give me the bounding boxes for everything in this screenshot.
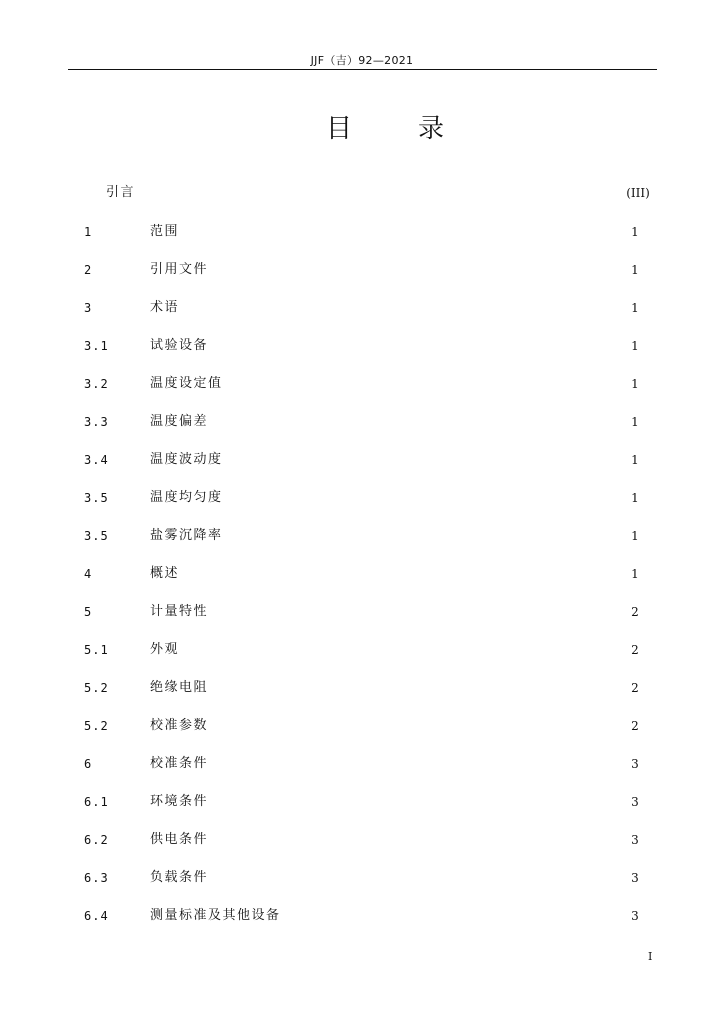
document-code-header: JJF（吉）92—2021 (310, 54, 414, 67)
toc-entry[interactable] (0, 866, 724, 890)
toc-entry-page: 3 (631, 795, 639, 809)
dot-leader (214, 752, 608, 776)
toc-entry-title: 引言 (106, 185, 136, 200)
toc-title-char-1: 目 (326, 114, 353, 144)
toc-entry-title-wrap (150, 562, 608, 586)
toc-entry-title-wrap (150, 220, 608, 244)
toc-entry-number: 6.2 (84, 833, 109, 847)
toc-entry-title: 引用文件 (150, 262, 209, 277)
toc-entry-title-wrap (150, 600, 608, 624)
dot-leader (287, 904, 608, 928)
toc-entry-number: 3 (84, 301, 93, 315)
toc-entry-page: 1 (631, 491, 639, 505)
dot-leader (214, 790, 608, 814)
dot-leader (214, 258, 608, 282)
toc-entry-title: 概述 (150, 566, 180, 581)
toc-entry-title-wrap (150, 638, 608, 662)
toc-entry-title: 供电条件 (150, 832, 209, 847)
toc-entry-title: 外观 (150, 642, 180, 657)
toc-entry[interactable] (0, 714, 724, 738)
toc-entry-title-wrap (150, 334, 608, 358)
toc-entry-intro[interactable] (0, 181, 724, 205)
toc-entry-title: 测量标准及其他设备 (150, 908, 281, 923)
toc-entry-page: 1 (631, 567, 639, 581)
toc-entry-title-wrap (150, 448, 608, 472)
toc-entry[interactable] (0, 828, 724, 852)
toc-entry[interactable] (0, 524, 724, 548)
dot-leader (229, 486, 608, 510)
toc-entry-title-wrap (150, 524, 608, 548)
toc-entry-title-wrap (150, 258, 608, 282)
toc-entry-title: 盐雾沉降率 (150, 528, 223, 543)
toc-entry-page: 2 (631, 643, 639, 657)
toc-entry-page: (III) (626, 186, 650, 200)
toc-entry[interactable] (0, 334, 724, 358)
toc-entry-number: 5.2 (84, 681, 109, 695)
toc-entry-title: 温度均匀度 (150, 490, 223, 505)
toc-entry-page: 3 (631, 833, 639, 847)
toc-entry[interactable] (0, 220, 724, 244)
toc-entry-title-wrap (150, 904, 608, 928)
dot-leader (214, 866, 608, 890)
toc-entry-number: 6 (84, 757, 93, 771)
toc-entry[interactable] (0, 752, 724, 776)
toc-entry-number: 5.2 (84, 719, 109, 733)
toc-entry-page: 2 (631, 605, 639, 619)
dot-leader (199, 296, 608, 320)
toc-entry[interactable] (0, 600, 724, 624)
toc-entry-title: 温度设定值 (150, 376, 223, 391)
toc-entry[interactable] (0, 410, 724, 434)
dot-leader (185, 220, 608, 244)
toc-entry-number: 5.1 (84, 643, 109, 657)
toc-entry-title-wrap (150, 676, 608, 700)
toc-entry-title: 校准参数 (150, 718, 209, 733)
toc-entry-title-wrap (150, 372, 608, 396)
toc-entry[interactable] (0, 904, 724, 928)
page-number: I (648, 950, 653, 963)
toc-entry-number: 5 (84, 605, 93, 619)
dot-leader (229, 448, 608, 472)
toc-entry-page: 2 (631, 681, 639, 695)
toc-entry-page: 1 (631, 301, 639, 315)
toc-entry-number: 6.3 (84, 871, 109, 885)
toc-entry-page: 1 (631, 339, 639, 353)
dot-leader (214, 828, 608, 852)
dot-leader (185, 562, 608, 586)
toc-entry[interactable] (0, 296, 724, 320)
dot-leader (141, 181, 604, 205)
toc-entry-title: 术语 (150, 300, 180, 315)
toc-entry-title-wrap (150, 866, 608, 890)
toc-entry-title-wrap (150, 410, 608, 434)
toc-entry-number: 3.3 (84, 415, 109, 429)
toc-entry-number: 3.5 (84, 491, 109, 505)
toc-entry-page: 1 (631, 225, 639, 239)
dot-leader (214, 676, 608, 700)
toc-entry[interactable] (0, 372, 724, 396)
toc-entry[interactable] (0, 790, 724, 814)
toc-entry-page: 3 (631, 909, 639, 923)
toc-entry[interactable] (0, 562, 724, 586)
toc-entry-title-wrap (150, 828, 608, 852)
toc-entry-title-wrap (106, 181, 604, 205)
toc-entry-number: 3.4 (84, 453, 109, 467)
toc-entry-title: 绝缘电阻 (150, 680, 209, 695)
toc-entry-page: 1 (631, 377, 639, 391)
toc-entry[interactable] (0, 258, 724, 282)
toc-entry-title-wrap (150, 790, 608, 814)
toc-entry-page: 1 (631, 415, 639, 429)
toc-entry[interactable] (0, 676, 724, 700)
dot-leader (214, 334, 608, 358)
toc-entry[interactable] (0, 486, 724, 510)
toc-entry-number: 1 (84, 225, 93, 239)
toc-entry-title: 温度波动度 (150, 452, 223, 467)
toc-entry-title: 环境条件 (150, 794, 209, 809)
toc-entry-number: 6.1 (84, 795, 109, 809)
dot-leader (185, 638, 608, 662)
toc-entry-page: 2 (631, 719, 639, 733)
toc-entry-title: 计量特性 (150, 604, 209, 619)
toc-entry-page: 3 (631, 757, 639, 771)
toc-entry-title-wrap (150, 752, 608, 776)
toc-entry[interactable] (0, 638, 724, 662)
toc-entry-title: 试验设备 (150, 338, 209, 353)
toc-entry-page: 1 (631, 529, 639, 543)
toc-entry-title-wrap (150, 296, 608, 320)
toc-entry-number: 4 (84, 567, 93, 581)
toc-entry-page: 1 (631, 453, 639, 467)
dot-leader (229, 524, 608, 548)
toc-entry-page: 1 (631, 263, 639, 277)
dot-leader (229, 372, 608, 396)
dot-leader (214, 600, 608, 624)
toc-entry-title: 温度偏差 (150, 414, 209, 429)
toc-entry-number: 6.4 (84, 909, 109, 923)
toc-entry-page: 3 (631, 871, 639, 885)
dot-leader (214, 410, 608, 434)
toc-title-char-2: 录 (418, 114, 445, 144)
toc-entry-title: 负载条件 (150, 870, 209, 885)
toc-entry-number: 3.5 (84, 529, 109, 543)
toc-entry-number: 2 (84, 263, 93, 277)
toc-entry-title: 校准条件 (150, 756, 209, 771)
toc-entry-number: 3.2 (84, 377, 109, 391)
toc-entry-title-wrap (150, 486, 608, 510)
toc-entry-number: 3.1 (84, 339, 109, 353)
toc-entry[interactable] (0, 448, 724, 472)
toc-entry-title: 范围 (150, 224, 180, 239)
toc-entry-title-wrap (150, 714, 602, 738)
dot-leader (208, 714, 602, 738)
